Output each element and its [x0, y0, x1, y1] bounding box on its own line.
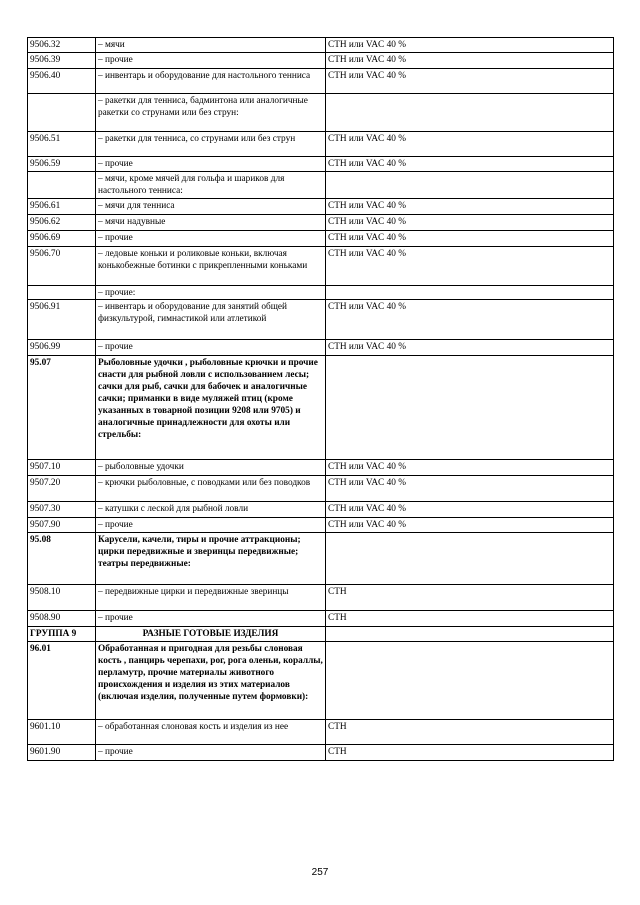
- table-row: [28, 611, 614, 627]
- description-cell: – прочие: [96, 340, 326, 356]
- description-cell: – мячи надувные: [96, 215, 326, 231]
- duty-rate-cell: СТН: [326, 611, 614, 627]
- description-cell: – прочие: [96, 745, 326, 761]
- table-row: [28, 172, 614, 199]
- duty-rate-cell: СТН или VAC 40 %: [326, 476, 614, 502]
- duty-rate-cell: [326, 356, 614, 460]
- duty-rate-cell: СТН или VAC 40 %: [326, 518, 614, 533]
- duty-rate-cell: СТН или VAC 40 %: [326, 502, 614, 518]
- table-row: [28, 199, 614, 215]
- duty-rate-cell: [326, 94, 614, 132]
- hs-code-cell: 9506.69: [28, 231, 96, 247]
- duty-rate-cell: СТН: [326, 720, 614, 745]
- hs-code-cell: 9506.32: [28, 38, 96, 53]
- description-cell: – ледовые коньки и роликовые коньки, включая конькобежные ботинки с прикрепленными коньками: [96, 247, 326, 286]
- hs-code-cell: [28, 286, 96, 300]
- page-number: 257: [311, 867, 329, 878]
- hs-code-cell: 9506.59: [28, 157, 96, 172]
- description-cell: РАЗНЫЕ ГОТОВЫЕ ИЗДЕЛИЯ: [96, 627, 326, 642]
- hs-code-cell: ГРУППА 9: [28, 627, 96, 642]
- table-row: [28, 585, 614, 611]
- description-cell: – прочие: [96, 53, 326, 69]
- duty-rate-cell: [326, 172, 614, 199]
- table-row: [28, 518, 614, 533]
- description-cell: Обработанная и пригодная для резьбы слоновая кость , панцирь черепахи, рог, рога оленьи, кораллы, перламутр, прочие материалы животного происхождения и изделия из этих материалов (включая изделия, полученные путем формовки):: [96, 642, 326, 720]
- description-cell: – рыболовные удочки: [96, 460, 326, 476]
- duty-rate-cell: [326, 627, 614, 642]
- table-row: [28, 94, 614, 132]
- hs-code-cell: 95.07: [28, 356, 96, 460]
- hs-code-cell: 9508.90: [28, 611, 96, 627]
- tariff-table-body: [28, 38, 614, 761]
- table-row: [28, 460, 614, 476]
- description-cell: – прочие: [96, 611, 326, 627]
- duty-rate-cell: СТН: [326, 745, 614, 761]
- hs-code-cell: 96.01: [28, 642, 96, 720]
- description-cell: – катушки с леской для рыбной ловли: [96, 502, 326, 518]
- hs-code-cell: 9506.62: [28, 215, 96, 231]
- description-cell: – прочие: [96, 231, 326, 247]
- table-row: [28, 627, 614, 642]
- description-cell: – прочие: [96, 157, 326, 172]
- table-row: [28, 642, 614, 720]
- hs-code-cell: 9601.10: [28, 720, 96, 745]
- description-cell: – крючки рыболовные, с поводками или без поводков: [96, 476, 326, 502]
- hs-code-cell: 9506.39: [28, 53, 96, 69]
- table-row: [28, 286, 614, 300]
- table-row: [28, 720, 614, 745]
- hs-code-cell: [28, 172, 96, 199]
- table-row: [28, 247, 614, 286]
- table-row: [28, 745, 614, 761]
- duty-rate-cell: СТН или VAC 40 %: [326, 460, 614, 476]
- table-row: [28, 476, 614, 502]
- tariff-table: [27, 37, 614, 761]
- duty-rate-cell: СТН: [326, 585, 614, 611]
- table-row: [28, 533, 614, 585]
- description-cell: – прочие: [96, 518, 326, 533]
- description-cell: – мячи для тенниса: [96, 199, 326, 215]
- hs-code-cell: 9601.90: [28, 745, 96, 761]
- hs-code-cell: 9507.30: [28, 502, 96, 518]
- duty-rate-cell: СТН или VAC 40 %: [326, 215, 614, 231]
- hs-code-cell: 9506.70: [28, 247, 96, 286]
- hs-code-cell: 9506.51: [28, 132, 96, 157]
- hs-code-cell: 9506.40: [28, 69, 96, 94]
- description-cell: – ракетки для тенниса, со струнами или без струн: [96, 132, 326, 157]
- hs-code-cell: 9506.91: [28, 300, 96, 340]
- hs-code-cell: 9506.61: [28, 199, 96, 215]
- description-cell: – инвентарь и оборудование для занятий общей физкультурой, гимнастикой или атлетикой: [96, 300, 326, 340]
- description-cell: Рыболовные удочки , рыболовные крючки и прочие снасти для рыбной ловли с использованием лесы; сачки для рыб, сачки для бабочек и аналогичные сачки; приманки в виде муляжей птиц (кроме указанных в товарной позиции 9208 или 9705) и аналогичные принадлежности для охоты или стрельбы:: [96, 356, 326, 460]
- description-cell: – ракетки для тенниса, бадминтона или аналогичные ракетки со струнами или без струн:: [96, 94, 326, 132]
- hs-code-cell: [28, 94, 96, 132]
- duty-rate-cell: СТН или VAC 40 %: [326, 38, 614, 53]
- table-row: [28, 340, 614, 356]
- hs-code-cell: 9507.10: [28, 460, 96, 476]
- description-cell: – инвентарь и оборудование для настольного тенниса: [96, 69, 326, 94]
- description-cell: – мячи, кроме мячей для гольфа и шариков для настольного тенниса:: [96, 172, 326, 199]
- hs-code-cell: 95.08: [28, 533, 96, 585]
- hs-code-cell: 9506.99: [28, 340, 96, 356]
- table-row: [28, 38, 614, 53]
- table-row: [28, 53, 614, 69]
- duty-rate-cell: СТН или VAC 40 %: [326, 247, 614, 286]
- duty-rate-cell: СТН или VAC 40 %: [326, 199, 614, 215]
- duty-rate-cell: СТН или VAC 40 %: [326, 340, 614, 356]
- table-row: [28, 300, 614, 340]
- duty-rate-cell: СТН или VAC 40 %: [326, 69, 614, 94]
- description-cell: – передвижные цирки и передвижные зверинцы: [96, 585, 326, 611]
- table-row: [28, 132, 614, 157]
- duty-rate-cell: СТН или VAC 40 %: [326, 231, 614, 247]
- description-cell: Карусели, качели, тиры и прочие аттракционы; цирки передвижные и зверинцы передвижные; театры передвижные:: [96, 533, 326, 585]
- duty-rate-cell: СТН или VAC 40 %: [326, 132, 614, 157]
- table-row: [28, 231, 614, 247]
- description-cell: – мячи: [96, 38, 326, 53]
- table-row: [28, 215, 614, 231]
- table-row: [28, 69, 614, 94]
- duty-rate-cell: СТН или VAC 40 %: [326, 300, 614, 340]
- description-cell: – прочие:: [96, 286, 326, 300]
- table-row: [28, 502, 614, 518]
- table-row: [28, 356, 614, 460]
- duty-rate-cell: [326, 286, 614, 300]
- description-cell: – обработанная слоновая кость и изделия из нее: [96, 720, 326, 745]
- duty-rate-cell: [326, 642, 614, 720]
- hs-code-cell: 9507.90: [28, 518, 96, 533]
- hs-code-cell: 9508.10: [28, 585, 96, 611]
- duty-rate-cell: СТН или VAC 40 %: [326, 53, 614, 69]
- hs-code-cell: 9507.20: [28, 476, 96, 502]
- table-row: [28, 157, 614, 172]
- duty-rate-cell: СТН или VAC 40 %: [326, 157, 614, 172]
- duty-rate-cell: [326, 533, 614, 585]
